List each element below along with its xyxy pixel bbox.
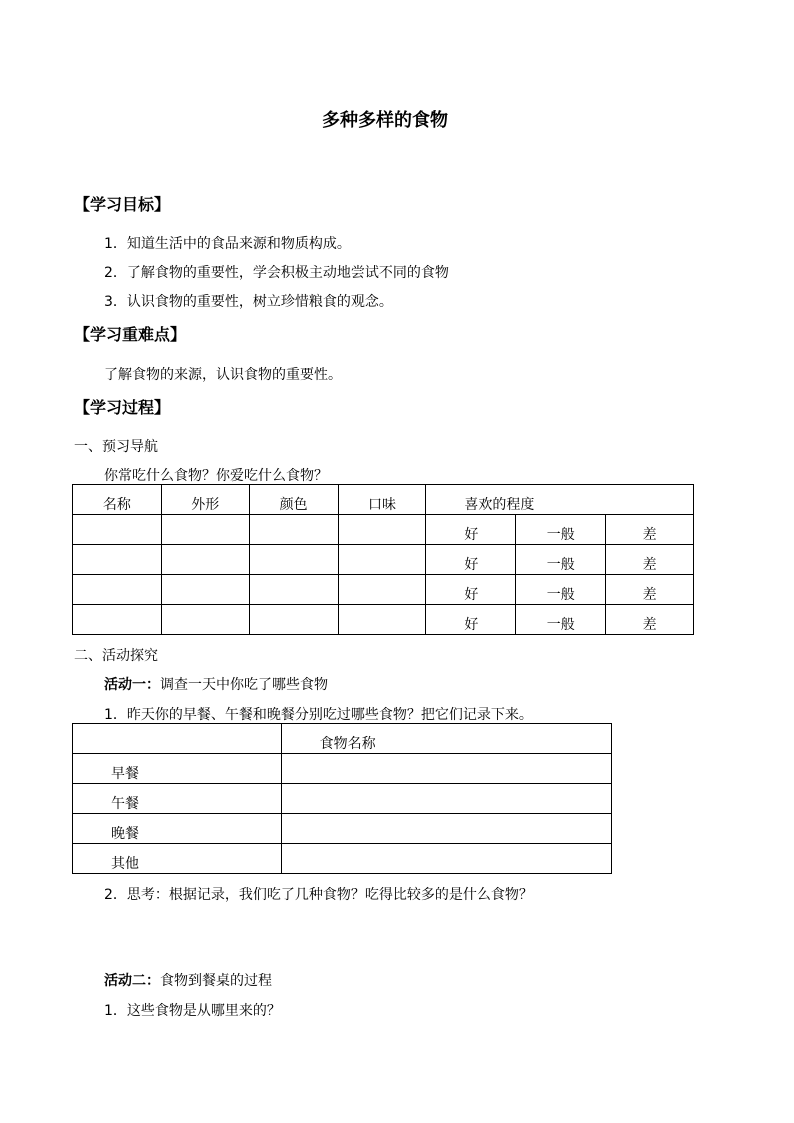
table-cell[interactable] — [281, 844, 611, 874]
level-average[interactable]: 一般 — [516, 515, 606, 545]
table-cell[interactable] — [249, 575, 338, 605]
table-cell[interactable] — [281, 784, 611, 814]
table-cell[interactable] — [338, 575, 426, 605]
level-average[interactable]: 一般 — [516, 605, 606, 635]
table-header-row — [73, 724, 612, 754]
table-cell[interactable] — [249, 605, 338, 635]
table-cell[interactable] — [161, 575, 249, 605]
level-poor[interactable]: 差 — [606, 575, 694, 605]
table-cell[interactable] — [73, 575, 162, 605]
level-poor[interactable]: 差 — [606, 515, 694, 545]
table-cell[interactable] — [161, 515, 249, 545]
question-2: 2．思考：根据记录，我们吃了几种食物？吃得比较多的是什么食物？ — [104, 887, 533, 903]
page-title: 多种多样的食物 — [322, 110, 448, 131]
question-3: 1．这些食物是从哪里来的？ — [104, 1003, 281, 1019]
activity2-text: 食物到餐桌的过程 — [160, 973, 272, 989]
row-other: 其他 — [73, 844, 282, 874]
level-good[interactable]: 好 — [426, 575, 516, 605]
key-points-text: 了解食物的来源，认识食物的重要性。 — [104, 367, 342, 383]
goal-item-1: 1．知道生活中的食品来源和物质构成。 — [104, 236, 351, 252]
activity1-text: 调查一天中你吃了哪些食物 — [160, 677, 328, 693]
table-cell[interactable] — [249, 515, 338, 545]
table-row — [73, 575, 694, 605]
activity2-line — [104, 970, 272, 990]
table-row — [73, 605, 694, 635]
activity1-label: 活动一： — [104, 677, 160, 693]
part1-title: 一、预习导航 — [74, 439, 158, 455]
table-row — [73, 754, 612, 784]
row-lunch: 午餐 — [73, 784, 282, 814]
activity2-label: 活动二： — [104, 973, 160, 989]
table-cell[interactable] — [161, 545, 249, 575]
part1-question: 你常吃什么食物？你爱吃什么食物？ — [104, 468, 328, 484]
header-taste: 口味 — [338, 485, 426, 515]
table-cell[interactable] — [281, 814, 611, 844]
level-good[interactable]: 好 — [426, 545, 516, 575]
header-shape: 外形 — [161, 485, 249, 515]
header-food-name: 食物名称 — [281, 724, 611, 754]
header-color: 颜色 — [249, 485, 338, 515]
header-preference: 喜欢的程度 — [426, 485, 694, 515]
part2-title: 二、活动探究 — [74, 648, 158, 664]
meal-record-table — [72, 723, 612, 874]
question-1: 1．昨天你的早餐、午餐和晚餐分别吃过哪些食物？把它们记录下来。 — [104, 707, 533, 723]
table-cell[interactable] — [338, 545, 426, 575]
table-row — [73, 784, 612, 814]
level-poor[interactable]: 差 — [606, 605, 694, 635]
table-cell[interactable] — [249, 545, 338, 575]
table-cell[interactable] — [73, 545, 162, 575]
table-header-row — [73, 485, 694, 515]
header-name: 名称 — [73, 485, 162, 515]
level-average[interactable]: 一般 — [516, 545, 606, 575]
key-points-heading: 【学习重难点】 — [74, 325, 187, 344]
goal-item-2: 2．了解食物的重要性，学会积极主动地尝试不同的食物 — [104, 265, 449, 281]
table-cell[interactable] — [73, 605, 162, 635]
table-row — [73, 844, 612, 874]
table-row — [73, 814, 612, 844]
activity1-line — [104, 674, 328, 694]
table-cell[interactable] — [281, 754, 611, 784]
level-good[interactable]: 好 — [426, 605, 516, 635]
table-cell — [73, 724, 282, 754]
table-cell[interactable] — [338, 515, 426, 545]
food-preference-table — [72, 484, 694, 635]
table-cell[interactable] — [73, 515, 162, 545]
level-average[interactable]: 一般 — [516, 575, 606, 605]
row-breakfast: 早餐 — [73, 754, 282, 784]
table-row — [73, 545, 694, 575]
table-cell[interactable] — [161, 605, 249, 635]
row-dinner: 晚餐 — [73, 814, 282, 844]
goals-heading: 【学习目标】 — [74, 195, 171, 214]
level-poor[interactable]: 差 — [606, 545, 694, 575]
goal-item-3: 3．认识食物的重要性，树立珍惜粮食的观念。 — [104, 294, 393, 310]
table-row — [73, 515, 694, 545]
process-heading: 【学习过程】 — [74, 398, 171, 417]
level-good[interactable]: 好 — [426, 515, 516, 545]
table-cell[interactable] — [338, 605, 426, 635]
